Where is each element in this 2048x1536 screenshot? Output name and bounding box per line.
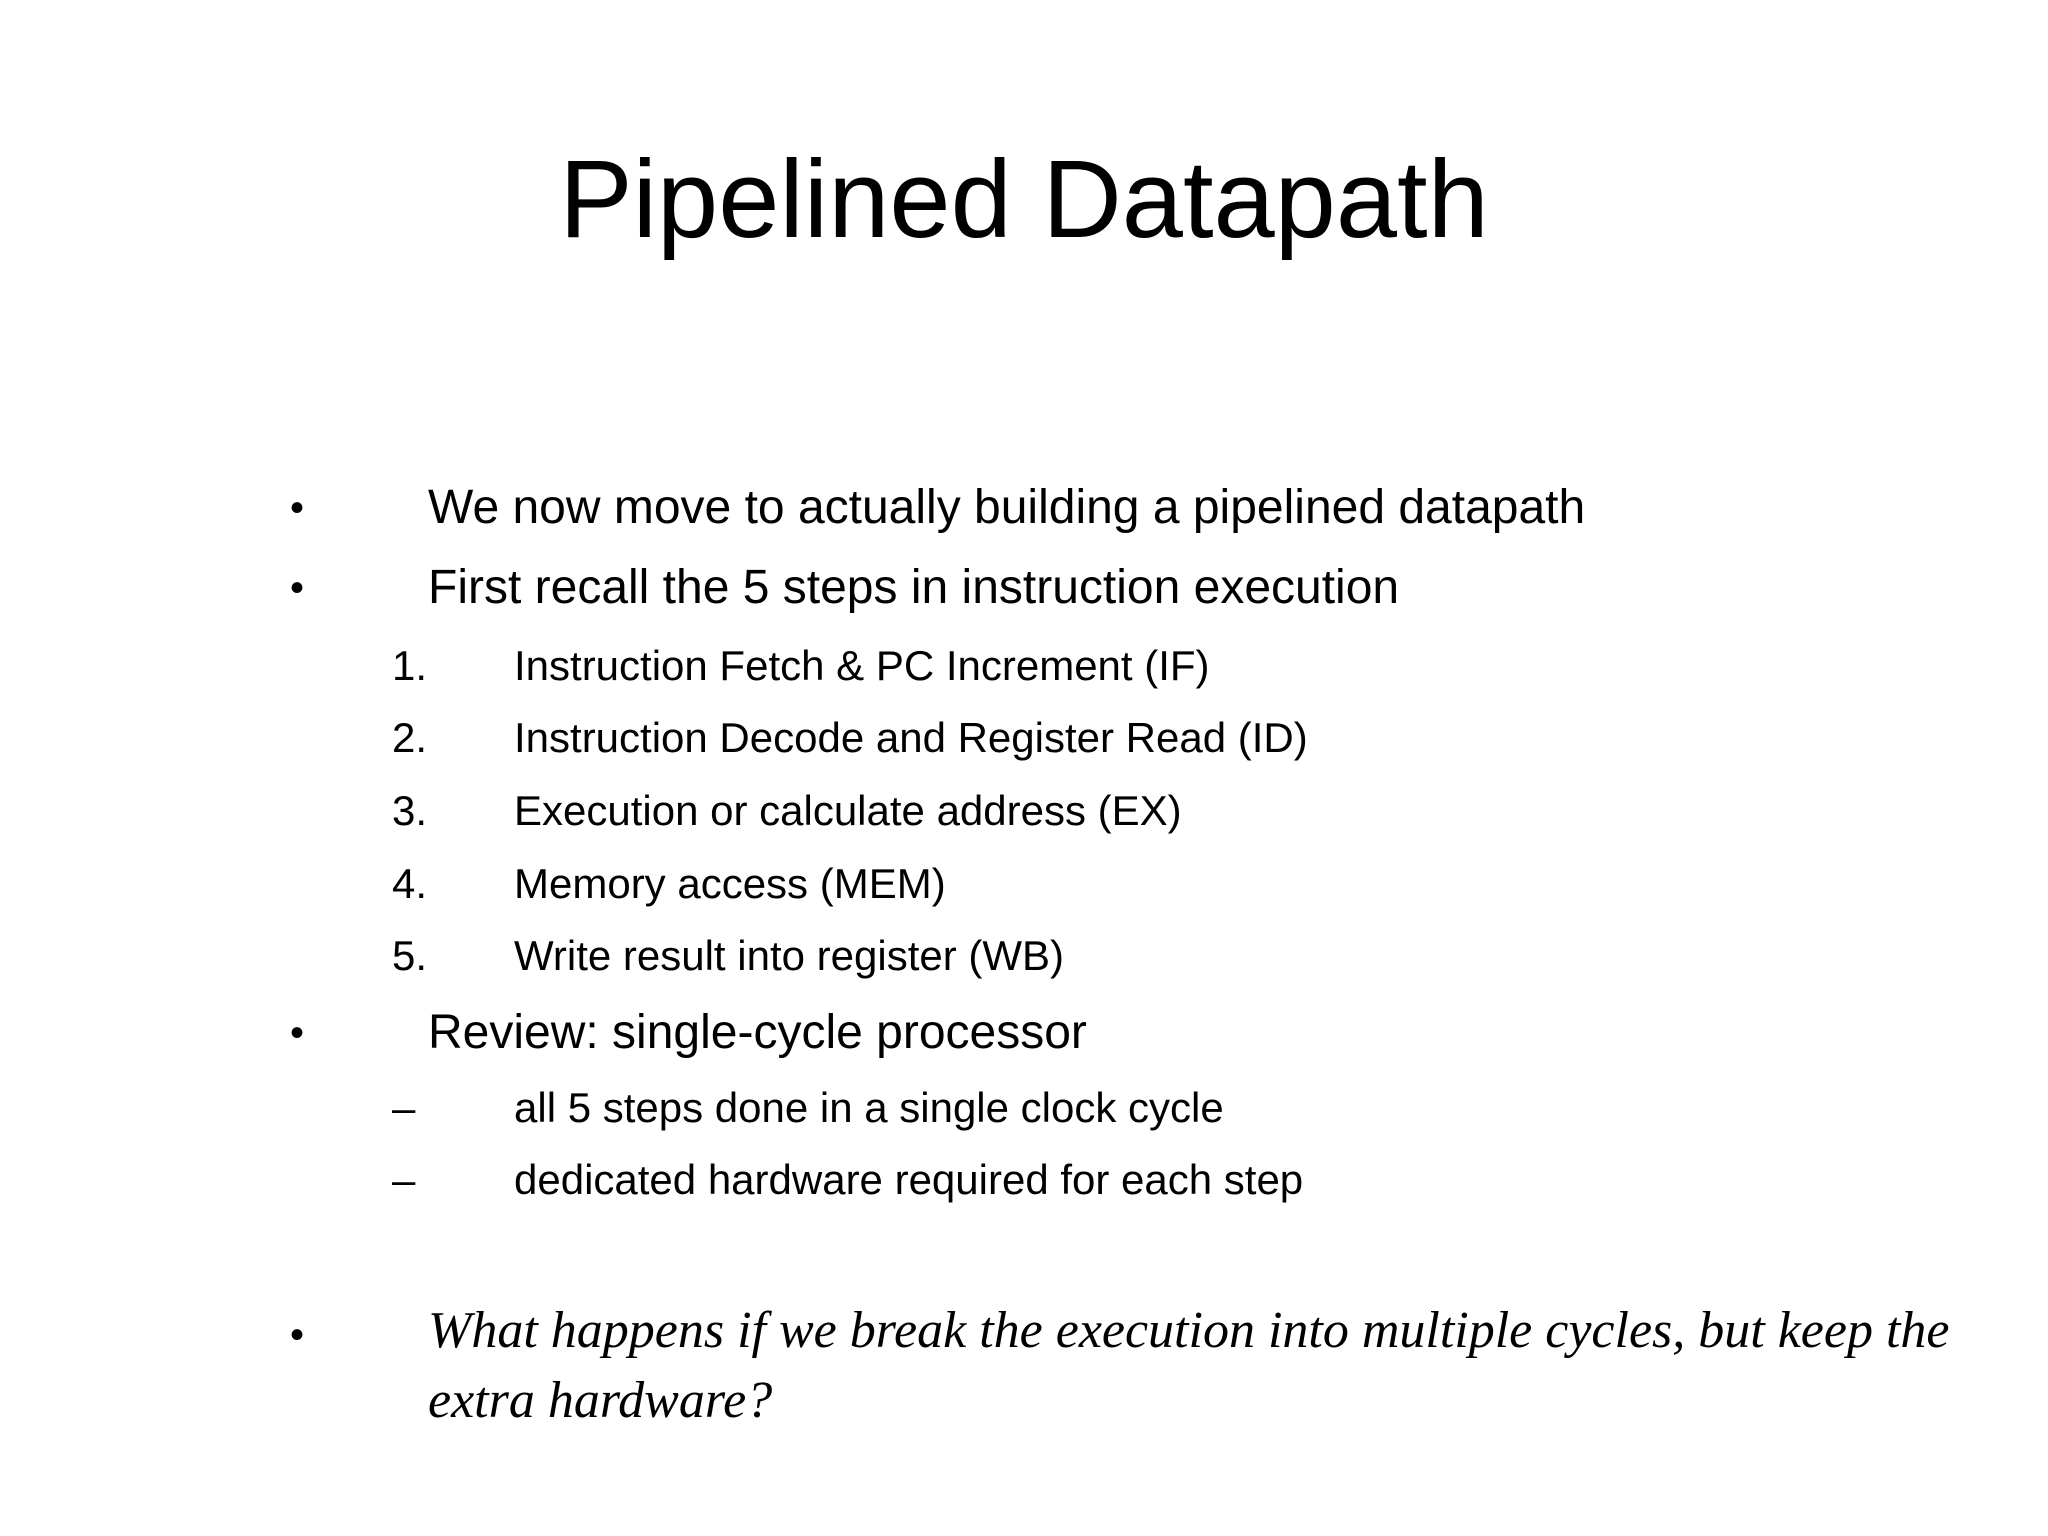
step-text: Memory access (MEM)	[514, 860, 946, 907]
step-text: Instruction Fetch & PC Increment (IF)	[514, 642, 1210, 689]
slide-title: Pipelined Datapath	[559, 138, 1489, 261]
bullet-text: First recall the 5 steps in instruction execution	[428, 561, 1400, 614]
question-text: What happens if we break the execution into multiple cycles, but keep the extra hardware?	[428, 1302, 1950, 1429]
bullet-marker: •	[290, 486, 305, 530]
step-text: Write result into register (WB)	[514, 932, 1064, 979]
bullet-text: Review: single-cycle processor	[428, 1006, 1087, 1059]
step-number: 2.	[392, 714, 428, 761]
bullet-text: We now move to actually building a pipelined datapath	[428, 481, 1586, 534]
step-number: 5.	[392, 932, 428, 979]
bullet-marker: •	[290, 566, 305, 610]
bullet-marker: •	[290, 1313, 305, 1357]
step-text: Execution or calculate address (EX)	[514, 787, 1182, 834]
review-point-text: dedicated hardware required for each step	[514, 1156, 1304, 1203]
bullet-marker: •	[290, 1011, 305, 1055]
dash-marker: –	[392, 1156, 416, 1203]
step-text: Instruction Decode and Register Read (ID)	[514, 714, 1308, 761]
step-number: 4.	[392, 860, 428, 907]
step-number: 1.	[392, 642, 428, 689]
step-number: 3.	[392, 787, 428, 834]
dash-marker: –	[392, 1084, 416, 1131]
review-point-text: all 5 steps done in a single clock cycle	[514, 1084, 1224, 1131]
